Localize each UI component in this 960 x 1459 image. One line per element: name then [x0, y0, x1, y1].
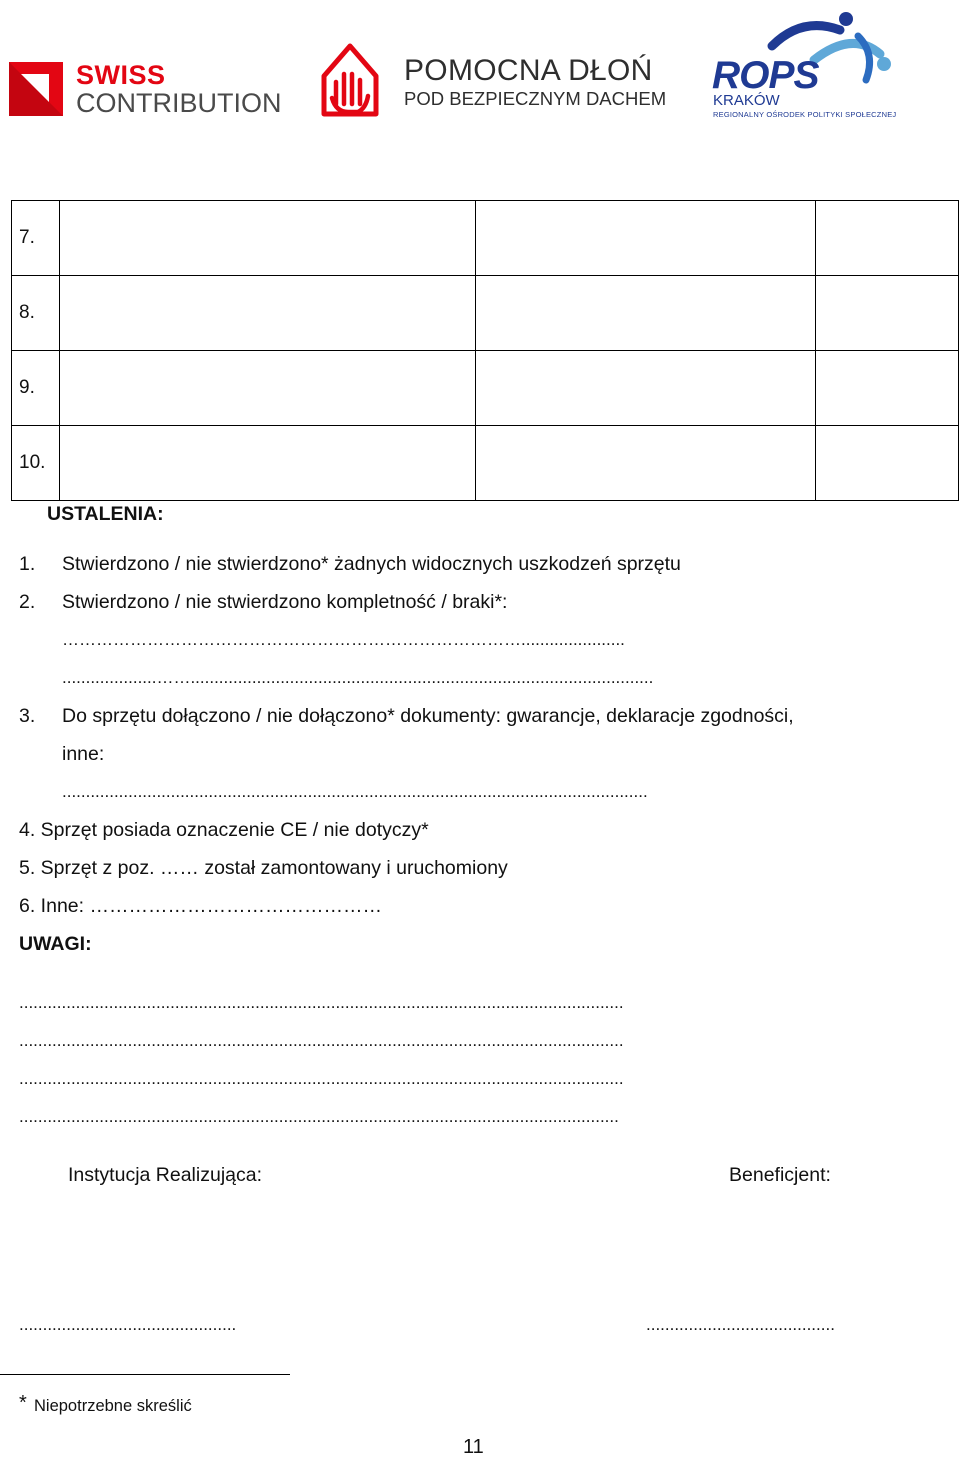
item-number: 3.	[19, 705, 36, 727]
finding-completeness: Stwierdzono / nie stwierdzono kompletność / braki*:	[62, 591, 508, 613]
signature-label-institution: Instytucja Realizująca:	[68, 1164, 263, 1186]
rops-krakow-logo	[712, 10, 902, 125]
fill-line[interactable]: ....................……..................................................................................................	[62, 668, 654, 687]
uwagi-heading: UWAGI:	[19, 933, 92, 955]
rops-logo-line2: KRAKÓW	[713, 92, 780, 109]
row-number: 7.	[12, 201, 60, 276]
finding-other: 6. Inne: ………………………………………	[19, 895, 382, 917]
ustalenia-heading: USTALENIA:	[47, 503, 164, 525]
table-cell[interactable]	[475, 426, 816, 501]
footnote-separator	[0, 1374, 290, 1375]
pomocna-logo-line2: POD BEZPIECZNYM DACHEM	[404, 88, 667, 109]
rops-logo-line1: ROPS	[712, 54, 819, 97]
footnote-marker: *	[19, 1392, 27, 1414]
fill-line[interactable]: ………………………………………………………………………......................	[62, 630, 625, 649]
table-cell[interactable]	[816, 201, 959, 276]
table-cell[interactable]	[59, 426, 475, 501]
swiss-contribution-logo	[9, 60, 282, 120]
table-cell[interactable]	[59, 351, 475, 426]
signature-line-beneficiary[interactable]: ........................................	[646, 1315, 835, 1334]
table-row	[12, 201, 959, 276]
row-number: 9.	[12, 351, 60, 426]
table-cell[interactable]	[475, 276, 816, 351]
table-cell[interactable]	[475, 201, 816, 276]
signature-line-institution[interactable]: ..............................................	[19, 1315, 237, 1334]
table-cell[interactable]	[475, 351, 816, 426]
table-cell[interactable]	[59, 276, 475, 351]
footnote-text: Niepotrzebne skreślić	[34, 1397, 192, 1415]
table-cell[interactable]	[816, 276, 959, 351]
row-number: 10.	[12, 426, 60, 501]
finding-installed: 5. Sprzęt z poz. …… został zamontowany i uruchomiony	[19, 857, 508, 879]
item-number: 1.	[19, 553, 36, 575]
table-row	[12, 276, 959, 351]
pomocna-dlon-logo	[318, 42, 670, 122]
finding-damage: Stwierdzono / nie stwierdzono* żadnych widocznych uszkodzeń sprzętu	[62, 553, 681, 575]
remarks-line[interactable]: ................................................................................................................................	[19, 1069, 624, 1088]
signature-label-beneficiary: Beneficjent:	[729, 1164, 831, 1186]
swiss-logo-line1: SWISS	[76, 60, 166, 90]
table-row	[12, 426, 959, 501]
remarks-line[interactable]: ................................................................................................................................	[19, 1031, 624, 1050]
table-cell[interactable]	[59, 201, 475, 276]
table-row	[12, 351, 959, 426]
swiss-logo-line2: CONTRIBUTION	[76, 88, 282, 118]
house-hand-icon	[318, 42, 382, 120]
item-number: 2.	[19, 591, 36, 613]
row-number: 8.	[12, 276, 60, 351]
table-cell[interactable]	[816, 426, 959, 501]
page-number: 11	[463, 1436, 484, 1458]
finding-documents-other: inne:	[62, 743, 105, 765]
equipment-table	[11, 200, 959, 501]
remarks-line[interactable]: ................................................................................................................................	[19, 993, 624, 1012]
pomocna-logo-line1: POMOCNA DŁOŃ	[404, 54, 653, 87]
fill-line[interactable]: ............................................................................................................................	[62, 782, 648, 801]
rops-logo-line3: REGIONALNY OŚRODEK POLITYKI SPOŁECZNEJ	[713, 110, 897, 119]
swiss-flag-icon	[9, 62, 63, 116]
finding-ce-marking: 4. Sprzęt posiada oznaczenie CE / nie dotyczy*	[19, 819, 429, 841]
table-cell[interactable]	[816, 351, 959, 426]
finding-documents: Do sprzętu dołączono / nie dołączono* dokumenty: gwarancje, deklaracje zgodności,	[62, 705, 794, 727]
remarks-line[interactable]: ...............................................................................................................................	[19, 1107, 619, 1126]
